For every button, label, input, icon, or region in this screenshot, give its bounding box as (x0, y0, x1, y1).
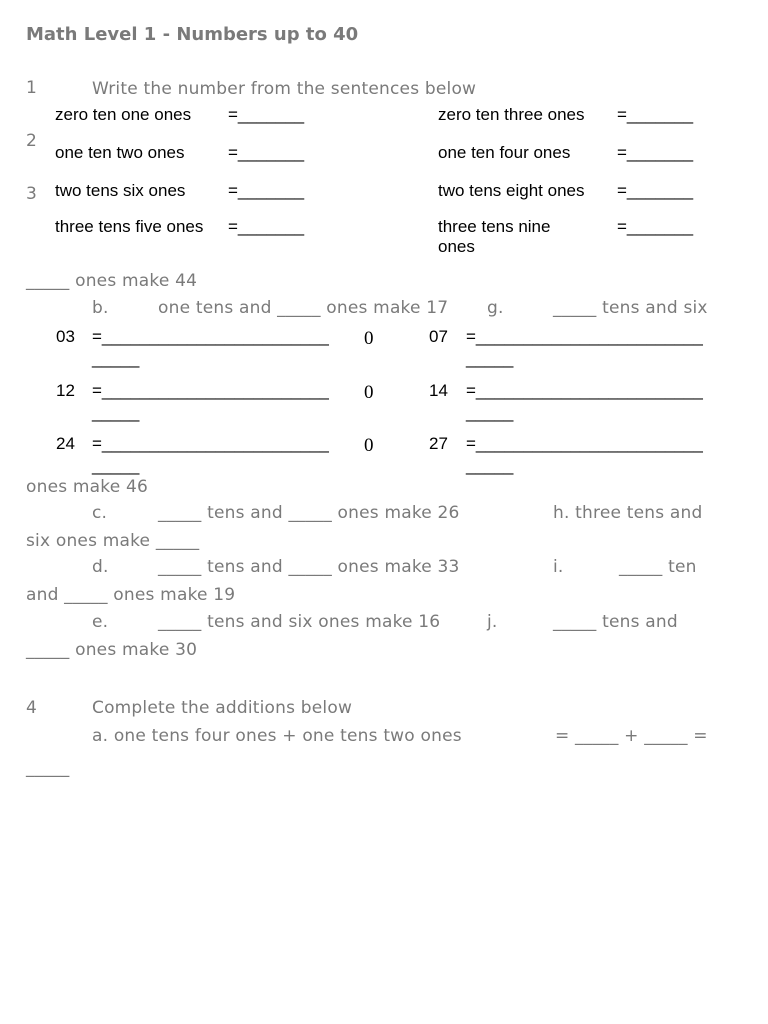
question-4-instruction: Complete the additions below (92, 698, 353, 718)
sentence-right-2: one ten four ones (438, 143, 571, 162)
sentence-right-3: two tens eight ones (438, 181, 585, 200)
item-i-text: _____ ten (619, 557, 697, 577)
expand-tail-right-2[interactable]: _____ (466, 403, 514, 422)
answer-blank-left-4[interactable]: =_______ (228, 217, 305, 236)
answer-blank-right-2[interactable]: =_______ (617, 143, 694, 162)
answer-blank-right-1[interactable]: =_______ (617, 105, 694, 124)
sentence-left-1: zero ten one ones (55, 105, 192, 124)
question-number-2: 2 (26, 131, 37, 151)
number-right-1: 07 (429, 327, 448, 346)
item-c-text: _____ tens and _____ ones make 26 (158, 503, 460, 523)
answer-blank-left-2[interactable]: =_______ (228, 143, 305, 162)
sentence-right-4: three tens nine ones (438, 217, 551, 256)
zero-mark-1: 0 (364, 328, 374, 349)
number-right-3: 27 (429, 434, 448, 453)
sentence-left-3: two tens six ones (55, 181, 186, 200)
item-d-text: _____ tens and _____ ones make 33 (158, 557, 460, 577)
number-left-1: 03 (56, 327, 75, 346)
expand-tail-left-1[interactable]: _____ (92, 349, 140, 368)
question-1-instruction: Write the number from the sentences below (92, 79, 477, 99)
item-label-d: d. (92, 557, 109, 577)
line-six-ones-make: six ones make _____ (26, 531, 200, 551)
sentence-left-4: three tens five ones (55, 217, 204, 236)
expand-blank-right-1[interactable]: =________________________ (466, 327, 703, 346)
answer-blank-left-3[interactable]: =_______ (228, 181, 305, 200)
line-ones-make-46: ones make 46 (26, 477, 149, 497)
expand-blank-left-2[interactable]: =________________________ (92, 381, 329, 400)
question-number-3: 3 (26, 184, 37, 204)
page-title: Math Level 1 - Numbers up to 40 (26, 24, 359, 45)
line-ones-make-44: _____ ones make 44 (26, 271, 198, 291)
expand-tail-right-1[interactable]: _____ (466, 349, 514, 368)
answer-blank-right-4[interactable]: =_______ (617, 217, 694, 236)
zero-mark-3: 0 (364, 435, 374, 456)
expand-blank-right-3[interactable]: =________________________ (466, 434, 703, 453)
addition-a-equation[interactable]: = _____ + _____ = (555, 726, 708, 746)
item-e-text: _____ tens and six ones make 16 (158, 612, 441, 632)
item-h-text: h. three tens and (553, 503, 703, 523)
item-label-j: j. (487, 612, 498, 632)
item-label-b: b. (92, 298, 109, 318)
number-right-2: 14 (429, 381, 448, 400)
answer-blank-right-3[interactable]: =_______ (617, 181, 694, 200)
item-label-i: i. (553, 557, 564, 577)
addition-a-text: a. one tens four ones + one tens two ones (92, 726, 462, 746)
item-label-g: g. (487, 298, 504, 318)
number-left-3: 24 (56, 434, 75, 453)
answer-blank-left-1[interactable]: =_______ (228, 105, 305, 124)
item-g-text: _____ tens and six (553, 298, 708, 318)
expand-tail-right-3[interactable]: _____ (466, 456, 514, 475)
sentence-right-1: zero ten three ones (438, 105, 585, 124)
question-number-1: 1 (26, 78, 37, 98)
expand-blank-left-1[interactable]: =________________________ (92, 327, 329, 346)
item-label-c: c. (92, 503, 108, 523)
item-b-text: one tens and _____ ones make 17 (158, 298, 449, 318)
zero-mark-2: 0 (364, 382, 374, 403)
question-number-4: 4 (26, 698, 37, 718)
expand-blank-right-2[interactable]: =________________________ (466, 381, 703, 400)
addition-a-answer-blank[interactable]: _____ (26, 758, 70, 778)
item-label-e: e. (92, 612, 109, 632)
number-left-2: 12 (56, 381, 75, 400)
line-ones-make-30: _____ ones make 30 (26, 640, 198, 660)
sentence-left-2: one ten two ones (55, 143, 185, 162)
item-j-text: _____ tens and (553, 612, 678, 632)
expand-tail-left-2[interactable]: _____ (92, 403, 140, 422)
expand-blank-left-3[interactable]: =________________________ (92, 434, 329, 453)
expand-tail-left-3[interactable]: _____ (92, 456, 140, 475)
line-ones-make-19: and _____ ones make 19 (26, 585, 236, 605)
